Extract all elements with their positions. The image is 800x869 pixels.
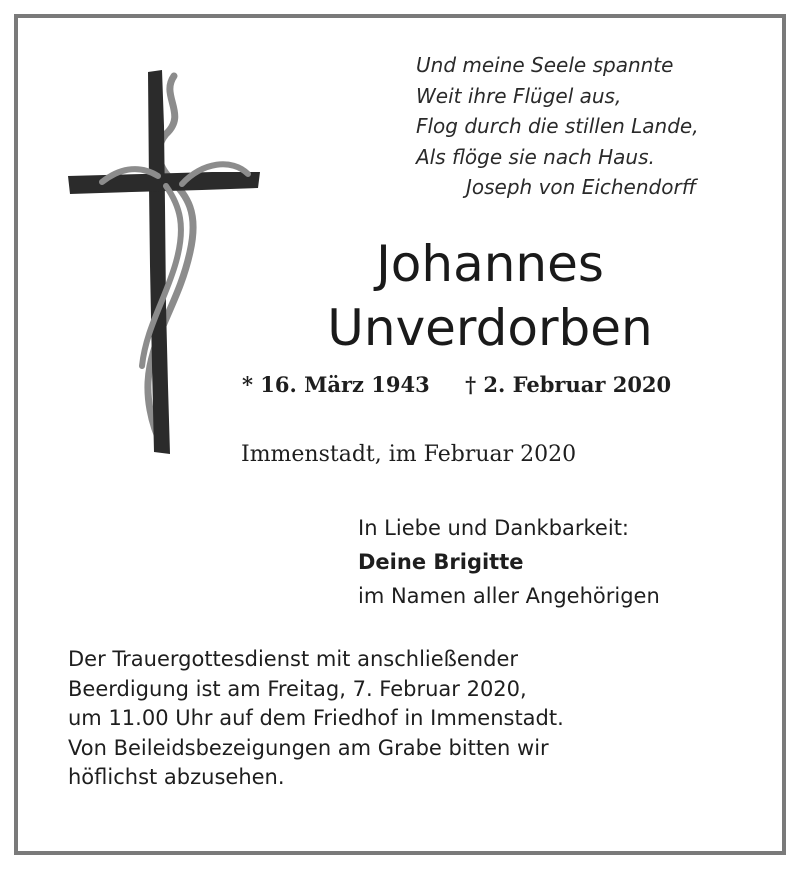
- death-date: † 2. Februar 2020: [465, 372, 672, 397]
- poem-line: Als flöge sie nach Haus.: [416, 144, 655, 169]
- poem-line: Und meine Seele spannte: [416, 53, 674, 77]
- last-name: Unverdorben: [327, 299, 653, 357]
- service-line: Von Beileidsbezeigungen am Grabe bitten wir: [68, 735, 549, 760]
- life-dates: [242, 372, 671, 397]
- first-name: Johannes: [376, 235, 604, 293]
- service-line: um 11.00 Uhr auf dem Friedhof in Immenstadt.: [68, 706, 564, 730]
- signer-name: Deine Brigitte: [358, 550, 524, 574]
- poem: [416, 50, 699, 203]
- poem-line: Flog durch die stillen Lande,: [416, 114, 699, 138]
- poem-author: Joseph von Eichendorff: [466, 175, 697, 199]
- birth-date: * 16. März 1943: [242, 372, 430, 397]
- service-line: höflichst abzusehen.: [68, 765, 285, 789]
- place-date: Immenstadt, im Februar 2020: [241, 442, 577, 467]
- service-line: Beerdigung ist am Freitag, 7. Februar 2020,: [68, 676, 527, 701]
- service-line: Der Trauergottesdienst mit anschließender: [68, 647, 518, 671]
- signoff-line: In Liebe und Dankbarkeit:: [358, 516, 630, 540]
- signoff-line: im Namen aller Angehörigen: [358, 584, 660, 608]
- signoff: [358, 511, 660, 613]
- service-info: [68, 645, 564, 793]
- poem-line: Weit ihre Flügel aus,: [416, 83, 622, 108]
- deceased-name: [290, 232, 690, 360]
- cross-with-ribbon-icon: [62, 66, 272, 466]
